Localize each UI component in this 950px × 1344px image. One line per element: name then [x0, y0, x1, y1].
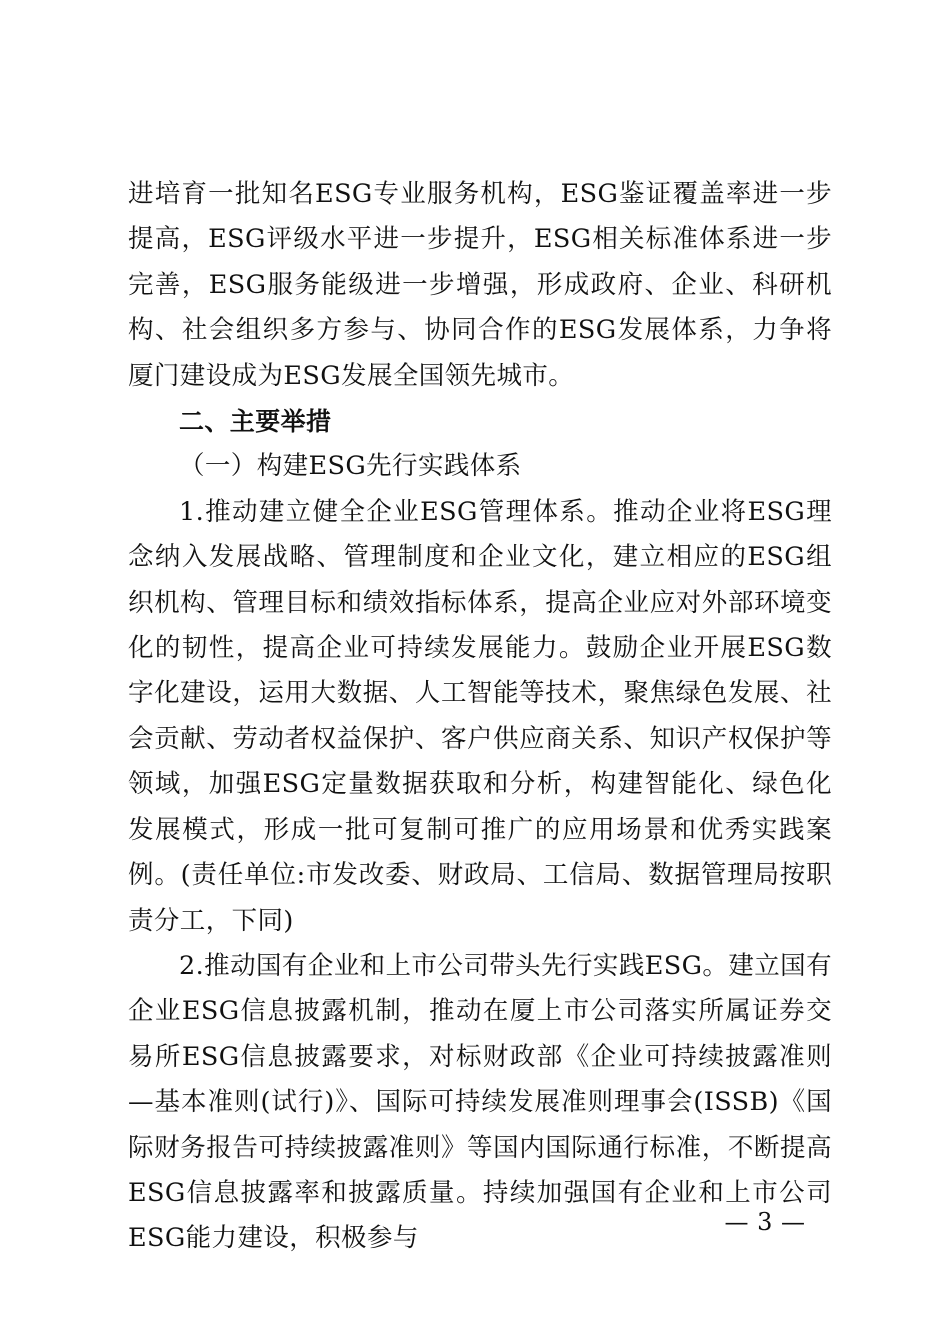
- subsection-heading: （一）构建ESG先行实践体系: [179, 451, 522, 482]
- body-text: [128, 172, 832, 1262]
- paragraph-continuation: 进培育一批知名ESG专业服务机构，ESG鉴证覆盖率进一步提高，ESG评级水平进一步提升，ESG相关标准体系进一步完善，ESG服务能级进一步增强，形成政府、企业、科研机构、社会组织多方参与、协同合作的ESG发展体系，力争将厦门建设成为ESG发展全国领先城市。: [128, 179, 832, 391]
- paragraph-item-2: 2.推动国有企业和上市公司带头先行实践ESG。建立国有企业ESG信息披露机制，推动在厦上市公司落实所属证券交易所ESG信息披露要求，对标财政部《企业可持续披露准则—基本准则(试行)》、国际可持续发展准则理事会(ISSB)《国际财务报告可持续披露准则》等国内国际通行标准，不断提高ESG信息披露率和披露质量。持续加强国有企业和上市公司ESG能力建设，积极参与: [128, 950, 832, 1254]
- section-heading: 二、主要举措: [179, 407, 332, 437]
- page-number: — 3 —: [724, 1208, 806, 1236]
- paragraph-item-1: 1.推动建立健全企业ESG管理体系。推动企业将ESG理念纳入发展战略、管理制度和企业文化，建立相应的ESG组织机构、管理目标和绩效指标体系，提高企业应对外部环境变化的韧性，提高企业可持续发展能力。鼓励企业开展ESG数字化建设，运用大数据、人工智能等技术，聚焦绿色发展、社会贡献、劳动者权益保护、客户供应商关系、知识产权保护等领域，加强ESG定量数据获取和分析，构建智能化、绿色化发展模式，形成一批可复制可推广的应用场景和优秀实践案例。(责任单位:市发改委、财政局、工信局、数据管理局按职责分工，下同): [128, 496, 832, 936]
